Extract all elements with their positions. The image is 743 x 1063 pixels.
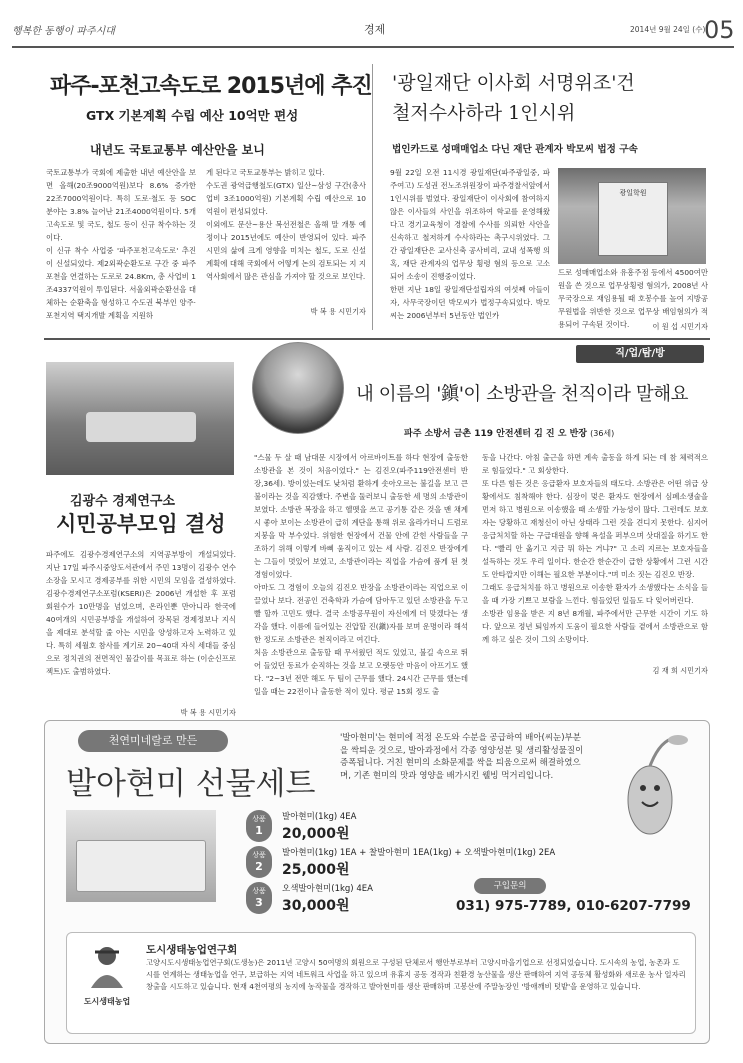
masthead-logo: 행복한 동행이 파주시대 <box>12 26 115 37</box>
product-2-badge <box>246 846 272 878</box>
article3-title-small: 김광수 경제연구소 <box>70 494 175 509</box>
issue-date: 2014년 9월 24일 (수) <box>630 25 706 34</box>
article4-column-2: 동을 나간다. 아침 출근을 하면 계속 출동을 하게 되는 데 참 체력적으로 힘들었다." 고 회상한다. 또 다른 힘든 것은 응급환자 보호자들의 태도다. 소방관은 어떤 위급 상황에서도 침착해야 한다. 심장이 멎은 환자도 현장에서 심폐소생술을 먼저 하고 병원으로 이송했을 때 소생할 가능성이 많다. 그런데도 보호자는 당황하고 재청신이 아닌 상태라 그런 것을 견디지 못한다. 심지어 응급처치할 하는 구급대원을 향해 욕설을 퍼부으며 삿대질을 하기도 한다. "빨리 안 옮기고 지금 뭐 하는 거냐?" 고 소리 지르는 보호자들을 설득하는 것도 우리 일이다. 한순간 한순간이 급한 상황에서 그런 시간도 안타깝지만 이해는 필요한 부분이다."며 미소 짓는 김진오 반장. 그래도 응급처치를 하고 병원으로 이송한 환자가 소생했다는 소식을 들을 때 가장 기쁘고 보람을 느낀다. 힘들었던 일들도 다 잊어버린다. 소방관 임용을 받은 지 8년 8개월, 파주에서만 근무한 시간이 기도 하다. 앞으로 정년 퇴임까지 도움이 필요한 사람들 곁에서 소방관으로 함께 하고 싶은 것이 그의 소망이다. <box>482 453 708 644</box>
article3-body: 파주에도 김광수경제연구소의 지역공부방이 개설되었다. 지난 17일 파주시중앙도서관에서 주민 13명이 김광수 연수소장을 모시고 경제공부를 위한 시민의 모임을 결성하였다. 김광수경제연구소포럼(KSERI)은 2006년 개설한 후 포럼회원수가 10만명을 넘었으며, 온라인뿐 만아니라 한국에 40여개의 시민공부방을 개설하여 장목된 경제정보나 지식을 제대로 분석할 줄 아는 시민을 양성하고자 노력하고 있다. 특히 세월호 참사를 계기로 20~40대 자식 세대들 중심으로 정치권의 전면적인 물갈이를 목표로 하는 (이순신프로젝트)도 출범하였다. <box>46 550 236 676</box>
ad-title: 발아현미 선물세트 <box>66 766 316 802</box>
article4-byline: 김 재 희 시민기자 <box>652 666 708 675</box>
purchase-phone: 031) 975-7789, 010-6207-7799 <box>456 898 691 914</box>
product-1-badge-num: 1 <box>255 824 263 837</box>
product-3-badge-tag: 상품 <box>252 887 266 895</box>
farmer-logo-icon <box>85 942 129 992</box>
article4-subline-text: 파주 소방서 금촌 119 안전센터 김 진 오 반장 <box>404 429 587 439</box>
product-3-badge-num: 3 <box>255 896 263 909</box>
firefighter-portrait <box>252 342 344 434</box>
product-3-badge <box>246 882 272 914</box>
product-3-name: 오색발아현미(1kg) 4EA <box>282 884 373 894</box>
protest-sign-text: 광일학원 <box>619 189 647 197</box>
article1-column-1: 국토교통부가 국회에 제출한 내년 예산안을 보면 올해(20조9000억원)보다 8.6% 증가한 22조7000억원이다. 특히 도로·철도 등 SOC 분야는 3.8% 늘어난 21조4000억원이다. 5개 고속도로 및 국도, 철도 등이 신규 착수하는 것이다. 이 신규 착수 사업중 '파주포천고속도로' 추진이 신설되었다. 제2외곽순환도로 구간 중 파주 포천을 연결하는 도로로 24.8Km, 총 사업비 1조4337억원이 투입된다. 서울외곽순환선을 대체하는 순환축을 형성하고 수도권 북부인 양주·포천지역 택지개발 계획을 지원하 <box>46 168 196 320</box>
article2-body: 9월 22일 오전 11시경 광일재단(파주광일중, 파주여고) 도성권 전노조위원장이 파주경찰서앞에서 1인시위를 벌였다. 광일재단이 이사회에 참여하지 않은 이사들의 사인을 위조하여 학교를 운영해왔다고 경기교육청이 경찰에 수사를 의뢰한 사안을 신속하고 철저하게 수사하라는 촉구시위였다. 그간 광일재단은 교사신축 공사비리, 교내 성폭행 의혹, 재단 관계자의 업무상 횡령 혐의 등으로 고소되어 소송이 진행중이었다. 한편 지난 18일 광일재단설립자의 여섯째 아들이자, 사무국장이던 박모씨가 법정구속되었다. 박모씨는 2006년부터 5년동안 법인카 <box>390 168 550 320</box>
product-2-badge-tag: 상품 <box>252 851 266 859</box>
career-tag: 직/업/탐/방 <box>576 345 704 363</box>
article1-byline: 박 복 용 시민기자 <box>310 307 366 316</box>
article1-column-2: 게 된다고 국토교통부는 밝히고 있다. 수도권 광역급행철도(GTX) 일산~삼성 구간(총사업비 3조1000억원) 기본계획 수립 예산으로 10억원이 편성되었다. 이외에도 문산~용산 복선전철은 올해 말 개통 예정이나 2015년에도 예산이 반영되어 있다. 파주시민의 삶에 크게 영향을 미치는 철도, 도로 신설 계획에 대해 국회에서 어떻게 논의 검토되는 지 지역사회에서 많은 관심을 가져야 할 것으로 보인다. <box>206 168 366 281</box>
product-1-badge <box>246 810 272 842</box>
product-1-badge-tag: 상품 <box>252 815 266 823</box>
article3-byline: 박 복 용 시민기자 <box>180 708 236 717</box>
product-2-badge-num: 2 <box>255 860 263 873</box>
product-3-price: 30,000원 <box>282 898 350 914</box>
product-2 <box>246 844 646 884</box>
gift-box <box>76 840 206 892</box>
org-logo <box>78 942 136 1022</box>
section-label: 경제 <box>364 23 386 36</box>
article1-sub2: 내년도 국토교통부 예산안을 보니 <box>90 143 265 157</box>
protest-sign <box>598 182 668 256</box>
article4-subline <box>404 426 614 439</box>
purchase-inquiry-label: 구입문의 <box>474 878 546 894</box>
product-2-price: 25,000원 <box>282 862 350 878</box>
article4-age: (36세) <box>590 429 615 438</box>
article3-title-big: 시민공부모임 결성 <box>56 512 226 536</box>
article2-subtitle: 법인카드로 성매매업소 다닌 재단 관계자 박모씨 법정 구속 <box>392 144 638 155</box>
product-1-name: 발아현미(1kg) 4EA <box>282 812 357 822</box>
org-description: 고양시도시생태농업연구회(도생농)은 2011년 고양시 50여명의 회원으로 구성된 단체로서 행안부로부터 고양시마을기업으로 선정되었습니다. 도시속의 농업, 농촌과 도시를 연계하는 생태농업을 연구, 보급하는 지역 네트워크 사업을 하고 있으며 유휴지 공동 경작과 친환경 농산물을 생산 판매하여 지역 공동체 활성화와 새로운 농사 일자리 창출을 시도하고 있습니다. 현재 4천여평의 농지에 농작물을 경작하고 발아현미를 생산 판매하며 고봉산에 주말농장인 '방애깨비 텃밭'을 운영하고 있습니다. <box>146 958 686 991</box>
product-2-name: 발아현미(1kg) 1EA + 찰발아현미 1EA(1kg) + 오색발아현미(1kg) 2EA <box>282 848 556 858</box>
article2-byline: 이 원 섭 시민기자 <box>652 322 708 331</box>
org-logo-text: 도시생태농업 <box>83 997 131 1006</box>
column-divider <box>372 64 373 330</box>
article1-title: 파주-포천고속도로 2015년에 추진 <box>50 74 372 99</box>
article1-subtitle: GTX 기본계획 수립 예산 10억만 편성 <box>86 108 299 123</box>
article4-column-1: "스물 두 살 때 남대문 시장에서 아르바이트를 하다 현장에 출동한 소방관을 본 것이 처음이었다." 는 김진오(파주119안전센터 반장,36세). 방이었는데도 낮처럼 환하게 솟아오르는 불길을 보고 큰 불이라는 것을 직감했다. 주변을 둘러보니 출동한 세 명의 소방관이 보였다. 소방관 복장을 하고 헬멧을 쓰고 공기통 같은 것을 맨 채계시 좋아 보이는 소방관이 급히 계단을 통해 위로 올라가더니 드럼로 지붕을 막 부수었다. 위험한 현장에서 건물 안에 갇힌 사람들을 구조하기 위해 이렇게 바삐 움직이고 있는 세 사람. 김진오 반장에게는 그들이 멋있어 보였고, 소방관이라는 직업을 가슴에 품게 된 첫 경험이었다. 아마도 그 경험이 오늘의 김진오 반장을 소방관이라는 직업으로 이끌었나 보다. 전공인 건축학과 가슴에 담아두고 있던 소방관을 두고 빨 할까 고민도 했다. 결국 소방공무원이 자신에게 더 맞겠다는 생각을 했다. 이름에 들어있는 진압할 진(鎭)자를 보며 운명이라 해석한 정도로 소방관은 천직이라고 여긴다. 처음 소방관으로 출동할 때 무서웠던 적도 있었고, 불길 속으로 뛰어 들었던 동료가 순직하는 것을 보고 오랫동안 마음이 아프기도 했다. "2~3년 전만 해도 두 팀이 근무를 했다. 24시간 근무를 했는데 일을 때는 22전이나 출동한 적이 있다. 평균 15회 정도 출 <box>254 453 468 696</box>
article2-title-line2: 철저수사하라 1인시위 <box>392 102 576 124</box>
meeting-photo <box>46 362 234 475</box>
meeting-table <box>86 412 196 442</box>
article2-title-line1: '광일재단 이사회 서명위조'건 <box>392 72 635 94</box>
article4-headline: 내 이름의 '鎭'이 소방관을 천직이라 말해요 <box>356 384 689 405</box>
ad-description: '발아현미'는 현미에 적정 온도와 수분을 공급하여 배아(씨눈)부분을 싹틔운 것으로, 발아과정에서 각종 영양성분 및 생리활성물질이 증폭됩니다. 거친 현미의 소화문제를 싹을 틔움으로써 해결하였으며, 기존 현미의 맛과 영양을 배가시킨 웰빙 먹거리입니다. <box>340 733 584 781</box>
ad-tag: 천연미네랄로 만든 <box>78 730 228 752</box>
product-1 <box>246 808 646 848</box>
header-rule <box>12 46 734 48</box>
section-rule <box>44 338 710 340</box>
gift-set-photo <box>66 810 216 902</box>
org-name: 도시생태농업연구회 <box>146 944 238 956</box>
product-1-price: 20,000원 <box>282 826 350 842</box>
page-number: 05 <box>704 16 735 44</box>
protest-photo <box>558 168 706 264</box>
article2-caption: 드로 성매매업소와 유흥주점 등에서 4500여만원을 쓴 것으로 업무상횡령 혐의가, 2008년 사무국장으로 재임용될 때 호봉수를 높여 지방공무원법을 위반한 것으로 업무상 배임혐의가 적용되어 구속된 것이다. <box>558 268 708 329</box>
